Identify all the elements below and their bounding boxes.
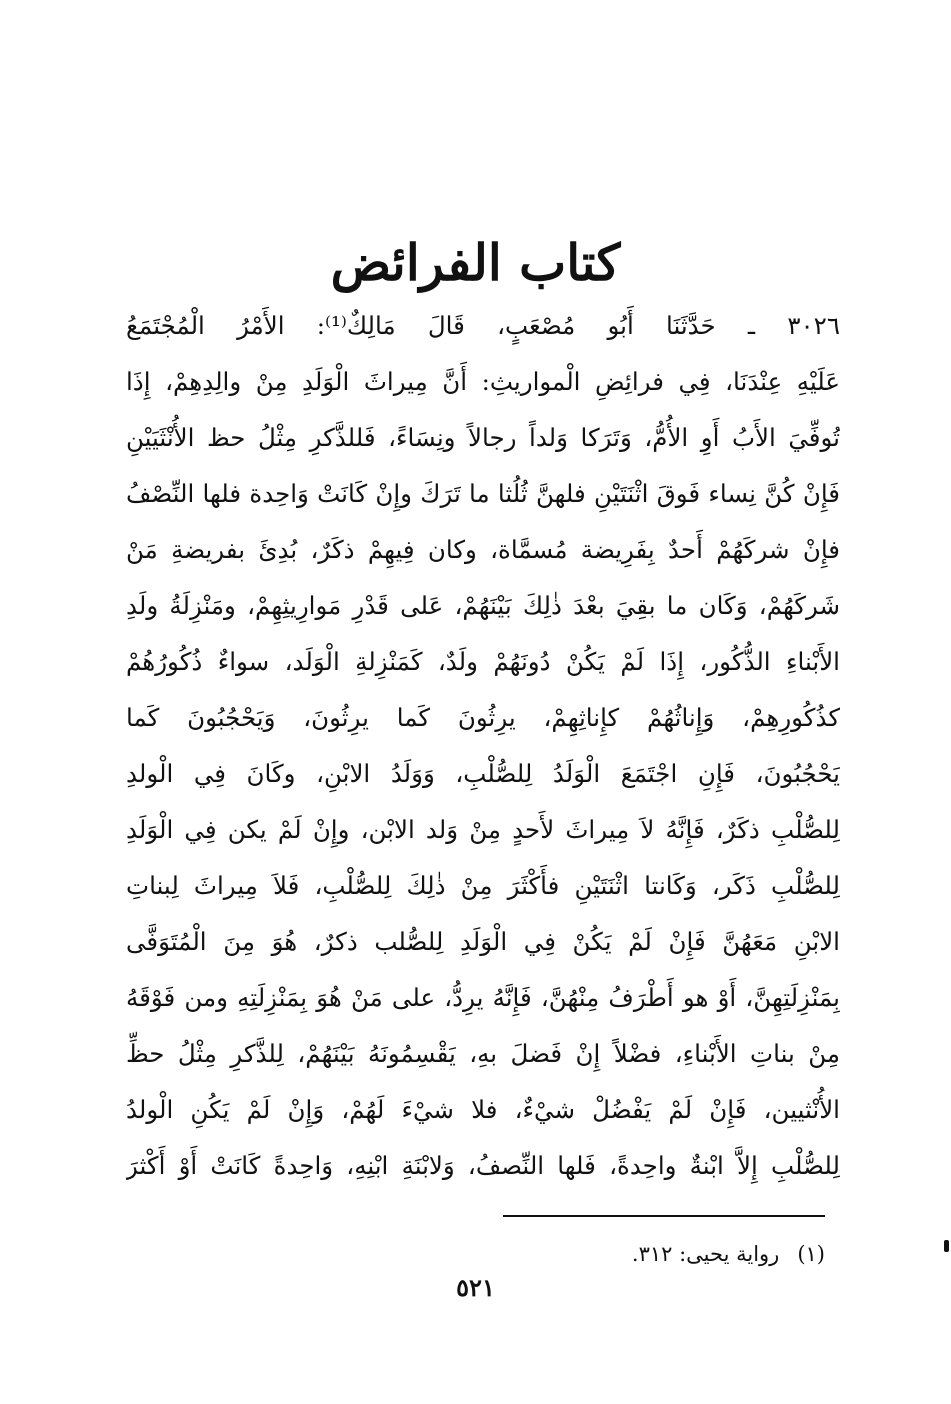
scan-edge-mark: [944, 1240, 949, 1252]
text-line: الابْنِ مَعَهُنَّ فَإِنْ لَمْ يَكُنْ فِي الْوَلَدِ لِلصُّلب ذكرٌ، هُوَ مِنَ الْمُتَوَفَّى: [126, 927, 840, 956]
text-line: الأُنْثيين، فَإِنْ لَمْ يَفْضُلْ شيْءٌ، فلا شيْءَ لَهُمْ، وَإِنْ لَمْ يَكُنِ الْولدُ: [126, 1095, 840, 1124]
text-line: لِلصُّلْبِ ذَكَر، وَكَانتا اثْنَتَيْنِ فأَكْثَرَ مِنْ ذٰلِكَ لِلصُّلْبِ، فَلاَ مِيراثَ لِبناتِ: [126, 871, 840, 900]
text-line: تُوفِّيَ الأَبُ أَوِ الأُمُّ، وَتَرَكا وَلداً رجالاً ونِسَاءً، فَللذَّكرِ مِثْلُ حظ الأُنْثَيَيْنِ: [126, 423, 840, 452]
page-number: ٥٢١: [456, 1273, 495, 1302]
text-line: فَإِنْ كُنَّ نِساء فَوقَ اثْنَتَيْنِ فلهنَّ ثُلُثا ما تَرَكَ وإِنْ كَانَتْ وَاحِدة فلها النِّصْفُ: [126, 479, 840, 508]
footnote-text: رواية يحيى: ٣١٢.: [631, 1242, 780, 1266]
footnote-divider: [503, 1215, 825, 1217]
text-line: ٣٠٢٦ ـ حَدَّثَنَا أَبُو مُصْعَبٍ، قَالَ مَالِكٌ⁽¹⁾: الأَمْرُ الْمُجْتَمَعُ: [126, 311, 840, 340]
text-line: لِلصُّلْبِ ذكَرٌ، فَإِنَّهُ لاَ مِيراثَ لأَحدٍ مِنْ وَلد الابْن، وإِنْ لَمْ يكن فِي الْوَلَدِ: [126, 815, 840, 844]
footnote-number: (١): [797, 1242, 825, 1266]
footnote: [400, 1240, 825, 1268]
text-line: شَركَهُمْ، وَكَان ما بقِيَ بعْدَ ذٰلِكَ بَيْنَهُمْ، عَلى قَدْرِ مَوارِيثِهِمْ، ومَنْزِلَةُ ولَدِ: [126, 591, 840, 620]
text-line: عَلَيْهِ عِنْدَنَا، فِي فرائِضِ الْمواريثِ: أَنَّ مِيراثَ الْوَلَدِ مِنْ والِدِهِمْ، إِذَا: [126, 367, 840, 396]
text-line: فإِنْ شركَهُمْ أَحدٌ بِفَرِيضة مُسمَّاة، وكان فِيهِمْ ذكَرٌ، بُدِئَ بفريضةِ مَنْ: [126, 535, 840, 564]
text-line: لِلصُّلْبِ إِلاَّ ابْنةٌ واحِدةً، فَلها النِّصفُ، وَلابْنَةِ ابْنِهِ، وَاحِدةً كَانَتْ أَوْ أَكْثرَ: [126, 1151, 840, 1180]
text-line: مِنْ بناتِ الأَبْناءِ، فضْلاً إِنْ فَضلَ بهِ، يَقْسِمُونَهُ بَيْنَهُمْ، لِلذَّكرِ مِثْلُ حظِّ: [126, 1039, 840, 1068]
text-line: بِمَنْزِلَتِهِنَّ، أَوْ هو أَطْرَفُ مِنْهُنَّ، فَإِنَّهُ يرِدُّ، على مَنْ هُوَ بِمَنْزِلَتِهِ ومن فَوْقَهُ: [126, 983, 840, 1012]
text-line: الأَبْناءِ الذُّكُور، إِذَا لَمْ يَكُنْ دُونَهُمْ ولَدٌ، كَمَنْزِلةِ الْوَلَد، سواءٌ ذُكُورُهُمْ: [126, 647, 840, 676]
body-text: [126, 298, 840, 1194]
text-line: كذُكُورِهِمْ، وَإِناثُهُمْ كإِناثِهِمْ، يرِثُونَ كَما يرِثُونَ، وَيَحْجُبُونَ كَما: [126, 703, 840, 732]
text-line: يَحْجُبُونَ، فَإِنِ اجْتَمَعَ الْوَلَدُ لِلصُّلْبِ، وَوَلَدُ الابْنِ، وكَانَ فِي الْولدِ: [126, 759, 840, 788]
book-title: كتاب الفرائض: [330, 233, 621, 292]
